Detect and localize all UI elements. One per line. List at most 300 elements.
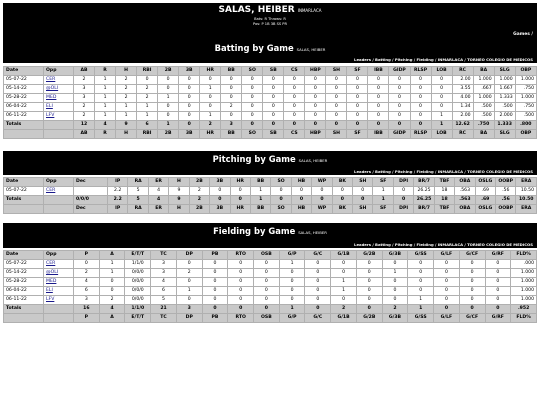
pitching-column-header: SF	[373, 178, 393, 187]
fielding-cell: 0	[176, 296, 202, 305]
fielding-cell: 0	[202, 287, 228, 296]
batting-cell: 1	[95, 94, 116, 103]
fielding-cell: 6	[151, 287, 177, 296]
fielding-cell: 0/0/0	[125, 296, 151, 305]
batting-cell: 0	[200, 76, 221, 85]
fielding-cell: 0	[331, 260, 357, 269]
batting-cell: .750	[515, 85, 536, 94]
batting-cell: 0	[242, 94, 263, 103]
batting-cell: 0	[305, 94, 326, 103]
pitching-column-header: ER	[148, 178, 168, 187]
table-row	[4, 187, 537, 196]
fielding-cell: 5	[151, 296, 177, 305]
pitching-column-header: 3B	[210, 178, 230, 187]
fielding-cell: 1	[408, 305, 434, 314]
pitching-cell: 9	[169, 196, 189, 205]
opponent-link[interactable]: CER	[46, 261, 56, 266]
pitching-cell: H	[169, 205, 189, 214]
fielding-cell	[44, 296, 74, 305]
fielding-cell: 0	[176, 278, 202, 287]
batting-cell: 0	[431, 103, 452, 112]
batting-cell: 2	[221, 103, 242, 112]
fielding-cell: 0	[202, 296, 228, 305]
batting-cell: 1.000	[473, 94, 494, 103]
batting-cell: 0	[326, 94, 347, 103]
fielding-cell: 0	[228, 305, 254, 314]
fielding-cell: 0	[228, 278, 254, 287]
batting-cell: 1.34	[452, 103, 473, 112]
batting-column-header: AB	[74, 67, 95, 76]
batting-title-line	[3, 43, 537, 53]
pitching-column-header: ERA	[516, 178, 537, 187]
fielding-cell: 05-07-22	[4, 260, 44, 269]
fielding-cell: 0	[279, 287, 305, 296]
batting-breadcrumb[interactable]: Leaders / Batting / Pitching / Fielding / INMARLACA / TORNEO COLEGIO DE MEDICOS	[354, 57, 533, 62]
fielding-cell: 0/0/0	[125, 287, 151, 296]
pitching-column-header: SH	[353, 178, 373, 187]
batting-column-header: BA	[473, 67, 494, 76]
fielding-totals-row	[4, 305, 537, 314]
pitching-cell: TBF	[434, 205, 454, 214]
fielding-cell	[44, 278, 74, 287]
opponent-link[interactable]: LFV	[46, 297, 55, 302]
fielding-cell: 0	[434, 296, 460, 305]
batting-cell: 05-28-22	[4, 94, 44, 103]
table-row	[4, 94, 537, 103]
pitching-cell: 0	[271, 187, 291, 196]
batting-cell: 0	[410, 121, 431, 130]
pitching-column-header: RA	[128, 178, 148, 187]
batting-cell: 0	[368, 121, 389, 130]
pitching-cell	[44, 205, 74, 214]
batting-cell: AB	[74, 130, 95, 139]
fielding-cell: 3	[151, 269, 177, 278]
fielding-cell: 0	[228, 260, 254, 269]
batting-cell: 0	[410, 85, 431, 94]
fielding-cell: 0	[254, 260, 280, 269]
fielding-cell: 0	[434, 269, 460, 278]
fielding-subtitle: SALAS, HEIBER	[298, 230, 327, 235]
batting-cell: 2	[137, 94, 158, 103]
batting-cell: 1	[116, 103, 137, 112]
pitching-column-header: OSLG	[475, 178, 495, 187]
batting-column-header: SH	[326, 67, 347, 76]
batting-cell: 1	[200, 112, 221, 121]
pitching-cell: 26.25	[414, 196, 434, 205]
fielding-column-header: TC	[151, 251, 177, 260]
pitching-cell: 0	[210, 196, 230, 205]
fielding-cell: G/3B	[382, 314, 408, 323]
batting-cell: OBP	[515, 130, 536, 139]
batting-column-header: SO	[242, 67, 263, 76]
fielding-cell: 0	[254, 305, 280, 314]
batting-cell: 0	[284, 121, 305, 130]
fielding-cell: 21	[151, 305, 177, 314]
fielding-cell: RTO	[228, 314, 254, 323]
pitching-cell: 0	[332, 187, 352, 196]
fielding-column-header: G/3B	[382, 251, 408, 260]
opponent-link[interactable]: @OLI	[46, 270, 59, 275]
pitching-cell: 18	[434, 196, 454, 205]
batting-cell: 0	[347, 76, 368, 85]
fielding-cell: 0	[382, 278, 408, 287]
fielding-cell: 0	[202, 260, 228, 269]
fielding-cell	[44, 269, 74, 278]
batting-cell: BB	[221, 130, 242, 139]
pitching-column-header: Date	[4, 178, 44, 187]
fielding-cell: PB	[202, 314, 228, 323]
fielding-cell: 0	[305, 269, 331, 278]
batting-cell: HR	[200, 130, 221, 139]
fielding-column-header: G/P	[279, 251, 305, 260]
pitching-cell: 0	[271, 196, 291, 205]
batting-cell: .750	[515, 103, 536, 112]
pitching-cell	[4, 205, 44, 214]
pitching-cell: 0	[291, 196, 311, 205]
pitching-cell: SH	[353, 205, 373, 214]
table-row	[4, 76, 537, 85]
fielding-column-header: G/LF	[434, 251, 460, 260]
fielding-cell: 0	[228, 296, 254, 305]
batting-footer-header-row	[4, 130, 537, 139]
batting-cell: 0	[179, 112, 200, 121]
fielding-cell: G/LF	[434, 314, 460, 323]
batting-cell: CS	[284, 130, 305, 139]
fielding-cell: 3	[151, 260, 177, 269]
batting-cell: 0	[284, 85, 305, 94]
batting-cell: .667	[473, 85, 494, 94]
batting-cell: RC	[452, 130, 473, 139]
fielding-cell: Totals	[4, 305, 44, 314]
batting-cell: SF	[347, 130, 368, 139]
pitching-cell: 5	[128, 196, 148, 205]
batting-cell: .800	[515, 121, 536, 130]
batting-cell: R	[95, 130, 116, 139]
fielding-cell: G/P	[279, 314, 305, 323]
opponent-link[interactable]: ELI	[46, 104, 53, 109]
batting-cell: .500	[473, 112, 494, 121]
fielding-cell: 0	[459, 296, 485, 305]
batting-cell: 2	[74, 112, 95, 121]
batting-cell: 05-07-22	[4, 76, 44, 85]
pitching-cell: 10.50	[516, 187, 537, 196]
fielding-cell: 0	[382, 296, 408, 305]
fielding-cell: 1/1/0	[125, 260, 151, 269]
batting-cell: 0	[326, 112, 347, 121]
batting-cell	[44, 112, 74, 121]
fielding-cell: 4	[99, 305, 125, 314]
batting-cell: HBP	[305, 130, 326, 139]
fielding-cell: 0	[434, 260, 460, 269]
batting-cell: 12.62	[452, 121, 473, 130]
fielding-cell: FLD%	[511, 314, 537, 323]
fielding-cell: 0	[279, 296, 305, 305]
fielding-column-header: G/2B	[356, 251, 382, 260]
pitching-cell: 26.25	[414, 187, 434, 196]
fielding-cell: 0	[356, 269, 382, 278]
opponent-link[interactable]: @OLI	[46, 86, 59, 91]
fielding-cell: 0	[176, 260, 202, 269]
opponent-link[interactable]: MED	[46, 279, 57, 284]
fielding-breadcrumb[interactable]: Leaders / Batting / Pitching / Fielding / INMARLACA / TORNEO COLEGIO DE MEDICOS	[354, 242, 533, 247]
batting-cell	[44, 85, 74, 94]
batting-cell: GIDP	[389, 130, 410, 139]
batting-cell: 0	[221, 112, 242, 121]
fielding-cell: 2	[74, 269, 100, 278]
fielding-column-header: A	[99, 251, 125, 260]
pitching-title-line	[3, 154, 537, 164]
fielding-cell: G/2B	[356, 314, 382, 323]
fielding-cell: 0	[408, 269, 434, 278]
batting-subtitle: SALAS, HEIBER	[296, 47, 326, 52]
fielding-column-header: RTO	[228, 251, 254, 260]
batting-cell: 0	[389, 103, 410, 112]
batting-cell: 4.00	[452, 94, 473, 103]
batting-cell: 0	[263, 103, 284, 112]
batting-cell: 1.333	[494, 94, 515, 103]
pitching-column-header: HB	[291, 178, 311, 187]
batting-cell: 0	[263, 112, 284, 121]
pitching-column-header: BK	[332, 178, 352, 187]
pitching-cell: IP	[108, 205, 128, 214]
pitching-cell: BK	[332, 205, 352, 214]
batting-cell: 0	[263, 94, 284, 103]
batting-column-header: CS	[284, 67, 305, 76]
batting-cell: 0	[431, 76, 452, 85]
pitching-breadcrumb[interactable]: Leaders / Batting / Pitching / Fielding / INMARLACA / TORNEO COLEGIO DE MEDICOS	[354, 169, 533, 174]
pitching-cell: .563	[455, 196, 475, 205]
fielding-cell: 1	[331, 278, 357, 287]
batting-cell: SB	[263, 130, 284, 139]
batting-cell: 0	[158, 76, 179, 85]
fielding-cell: 4	[151, 278, 177, 287]
fielding-cell: 0	[99, 287, 125, 296]
pitching-cell: ER	[148, 205, 168, 214]
batting-cell: Totals	[4, 121, 44, 130]
batting-cell: 3	[221, 121, 242, 130]
batting-cell: 0	[284, 103, 305, 112]
opponent-link[interactable]: MED	[46, 95, 57, 100]
pitching-column-header: DPI	[393, 178, 413, 187]
pitching-cell: 0	[393, 196, 413, 205]
pitching-totals-row	[4, 196, 537, 205]
pitching-cell: 0	[210, 187, 230, 196]
batting-cell: 0	[389, 121, 410, 130]
pitching-cell	[74, 187, 108, 196]
fielding-cell: 6	[74, 287, 100, 296]
batting-column-header: RC	[452, 67, 473, 76]
opponent-link[interactable]: CER	[46, 77, 56, 82]
batting-column-header: HR	[200, 67, 221, 76]
table-row	[4, 103, 537, 112]
fielding-column-header: G/1B	[331, 251, 357, 260]
fielding-cell: 0	[254, 269, 280, 278]
batting-cell: 6	[137, 121, 158, 130]
pitching-cell: 05-07-22	[4, 187, 44, 196]
batting-cell: 2	[74, 103, 95, 112]
batting-cell: 1	[158, 121, 179, 130]
batting-cell: 2	[137, 85, 158, 94]
table-row	[4, 260, 537, 269]
pitching-cell: OOBP	[496, 205, 516, 214]
pitching-cell: 2.2	[108, 187, 128, 196]
pitching-cell: 2.2	[108, 196, 128, 205]
batting-cell: 0	[410, 103, 431, 112]
pitching-cell: 0/0/0	[74, 196, 108, 205]
batting-cell: RLSP	[410, 130, 431, 139]
batting-cell: 0	[305, 76, 326, 85]
batting-cell: LOB	[431, 130, 452, 139]
opponent-link[interactable]: LFV	[46, 113, 55, 118]
pitching-footer-header-row	[4, 205, 537, 214]
fielding-footer-header-row	[4, 314, 537, 323]
fielding-cell: 1	[176, 287, 202, 296]
batting-cell: 2	[116, 94, 137, 103]
player-header	[3, 3, 537, 41]
games-link[interactable]: Games /	[513, 32, 533, 37]
pitching-header-row	[4, 178, 537, 187]
fielding-column-header: G/C	[305, 251, 331, 260]
fielding-cell: 0	[434, 305, 460, 314]
batting-cell: 0	[368, 76, 389, 85]
batting-cell: 0	[284, 94, 305, 103]
batting-cell: 0	[368, 94, 389, 103]
pitching-column-header: WP	[312, 178, 332, 187]
pitching-column-header: HR	[230, 178, 250, 187]
batting-cell: 0	[179, 103, 200, 112]
pitching-column-header: BB	[250, 178, 270, 187]
pitching-cell: 1	[373, 187, 393, 196]
batting-cell: 06-04-22	[4, 103, 44, 112]
fielding-cell: 0	[279, 269, 305, 278]
fielding-cell: 3	[176, 305, 202, 314]
batting-cell: 0	[305, 112, 326, 121]
batting-cell: SH	[326, 130, 347, 139]
pitching-cell: 1	[250, 196, 270, 205]
pitching-cell: 0	[332, 196, 352, 205]
pitching-cell: WP	[312, 205, 332, 214]
pitching-cell: HR	[230, 205, 250, 214]
fielding-cell: 05-14-22	[4, 269, 44, 278]
fielding-cell: 0	[99, 278, 125, 287]
fielding-cell: 0	[485, 287, 511, 296]
batting-cell: 0	[179, 94, 200, 103]
batting-cell: 0	[284, 112, 305, 121]
batting-cell: 0	[263, 85, 284, 94]
batting-cell: 2	[74, 76, 95, 85]
batting-cell	[44, 94, 74, 103]
pitching-cell: 0	[312, 187, 332, 196]
batting-column-header: H	[116, 67, 137, 76]
fielding-cell: 0/0/0	[125, 269, 151, 278]
batting-cell: SO	[242, 130, 263, 139]
batting-cell: 0	[431, 94, 452, 103]
fielding-cell: 0	[356, 296, 382, 305]
batting-cell: 0	[305, 121, 326, 130]
fielding-cell: A	[99, 314, 125, 323]
opponent-link[interactable]: CER	[46, 188, 56, 193]
batting-cell: 1	[200, 85, 221, 94]
batting-cell: 0	[347, 85, 368, 94]
batting-cell: 4	[95, 121, 116, 130]
batting-cell: 0	[368, 103, 389, 112]
fielding-cell: 2	[176, 269, 202, 278]
batting-cell: 3.55	[452, 85, 473, 94]
batting-column-header: IBB	[368, 67, 389, 76]
pitching-column-header: SO	[271, 178, 291, 187]
fielding-cell: 2	[331, 305, 357, 314]
fielding-cell: 0	[485, 305, 511, 314]
batting-cell: 05-14-22	[4, 85, 44, 94]
fielding-cell: 06-11-22	[4, 296, 44, 305]
batting-cell	[44, 103, 74, 112]
pitching-cell: 0	[353, 196, 373, 205]
fielding-cell: 0	[279, 278, 305, 287]
batting-cell: 1	[95, 103, 116, 112]
batting-cell	[44, 130, 74, 139]
batting-cell: 0	[158, 103, 179, 112]
fielding-cell: 0	[459, 278, 485, 287]
pitching-cell: .56	[496, 187, 516, 196]
pitching-cell: .56	[496, 196, 516, 205]
pitching-cell: 2	[189, 196, 209, 205]
batting-section-header	[3, 40, 537, 63]
fielding-cell: 0	[408, 260, 434, 269]
batting-cell: 0	[242, 103, 263, 112]
batting-cell: 2	[116, 85, 137, 94]
batting-cell: 0	[221, 94, 242, 103]
fielding-cell	[44, 305, 74, 314]
pitching-cell: SF	[373, 205, 393, 214]
opponent-link[interactable]: ELI	[46, 288, 53, 293]
fielding-cell: P	[74, 314, 100, 323]
batting-cell: 1	[116, 112, 137, 121]
fielding-cell: G/CF	[459, 314, 485, 323]
fielding-cell: 0	[202, 278, 228, 287]
fielding-header-row	[4, 251, 537, 260]
fielding-column-header: G/RF	[485, 251, 511, 260]
batting-title: Batting by Game	[214, 43, 294, 53]
table-row	[4, 112, 537, 121]
pitching-cell: 9	[169, 187, 189, 196]
pitching-cell: ERA	[516, 205, 537, 214]
batting-cell: 2.000	[494, 112, 515, 121]
pitching-cell: 4	[148, 187, 168, 196]
fielding-column-header: OSB	[254, 251, 280, 260]
fielding-cell: 0	[485, 296, 511, 305]
batting-cell: 0	[410, 94, 431, 103]
batting-column-header: OBP	[515, 67, 536, 76]
batting-column-header: HBP	[305, 67, 326, 76]
fielding-cell: 0	[459, 269, 485, 278]
pitching-cell: 10.50	[516, 196, 537, 205]
player-team: INMARLACA	[297, 8, 322, 13]
batting-column-header: 3B	[179, 67, 200, 76]
batting-cell: 0	[347, 103, 368, 112]
fielding-column-header: G/CF	[459, 251, 485, 260]
batting-cell: 0	[158, 112, 179, 121]
batting-cell: 1	[137, 112, 158, 121]
fielding-cell: 0	[356, 287, 382, 296]
fielding-cell: 1	[408, 296, 434, 305]
batting-cell: 3B	[179, 130, 200, 139]
batting-cell: 0	[305, 85, 326, 94]
fielding-cell: 05-28-22	[4, 278, 44, 287]
pitching-cell: Totals	[4, 196, 44, 205]
fielding-title: Fielding by Game	[213, 226, 296, 236]
pitching-cell: 2B	[189, 205, 209, 214]
batting-cell: 0	[263, 76, 284, 85]
